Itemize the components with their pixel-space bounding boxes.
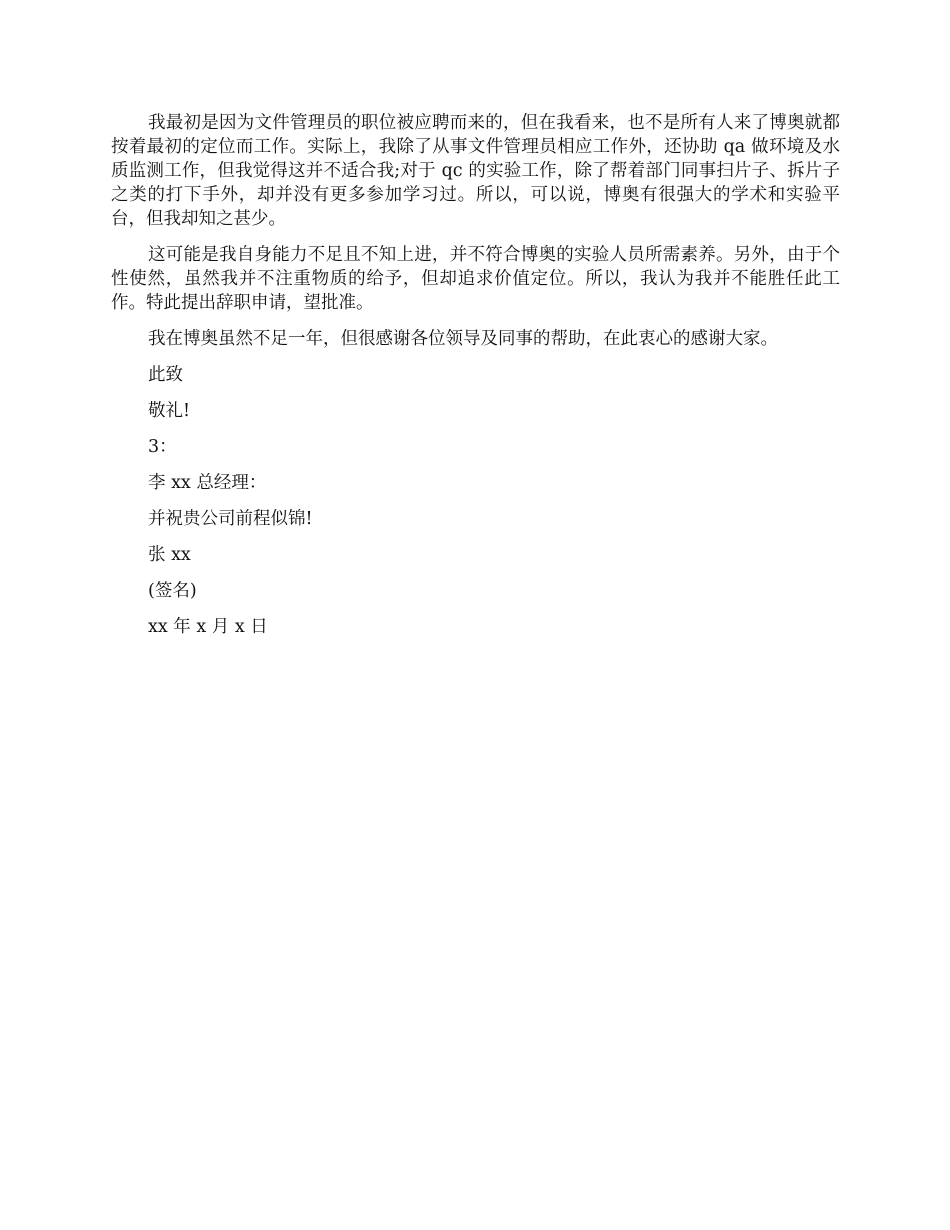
body-paragraph-3: 我在博奥虽然不足一年，但很感谢各位领导及同事的帮助，在此衷心的感谢大家。	[148, 329, 778, 349]
salute-line: 敬礼!	[148, 401, 191, 421]
section-number: 3：	[148, 437, 177, 457]
closing-line: 此致	[148, 365, 183, 385]
signature-label: (签名)	[148, 581, 197, 601]
body-paragraph-2: 这可能是我自身能力不足且不知上进，并不符合博奥的实验人员所需素养。另外，由于个性使然，虽然我并不注重物质的给予，但却追求价值定位。所以，我认为我并不能胜任此工作。特此提出辞职申请，望批准。	[111, 245, 840, 313]
wish-line: 并祝贵公司前程似锦!	[148, 509, 313, 529]
signer-name: 张 xx	[148, 545, 191, 565]
date-line: xx 年 x 月 x 日	[148, 617, 268, 637]
document-page	[111, 111, 840, 651]
body-paragraph-1: 我最初是因为文件管理员的职位被应聘而来的，但在我看来，也不是所有人来了博奥就都按着最初的定位而工作。实际上，我除了从事文件管理员相应工作外，还协助 qa 做环境及水质监测工作，但我觉得这并不适合我;对于 qc 的实验工作，除了帮着部门同事扫片子、拆片子之类的打下手外，却并没有更多参加学习过。所以，可以说，博奥有很强大的学术和实验平台，但我却知之甚少。	[111, 113, 840, 229]
salutation-line: 李 xx 总经理：	[148, 473, 267, 493]
